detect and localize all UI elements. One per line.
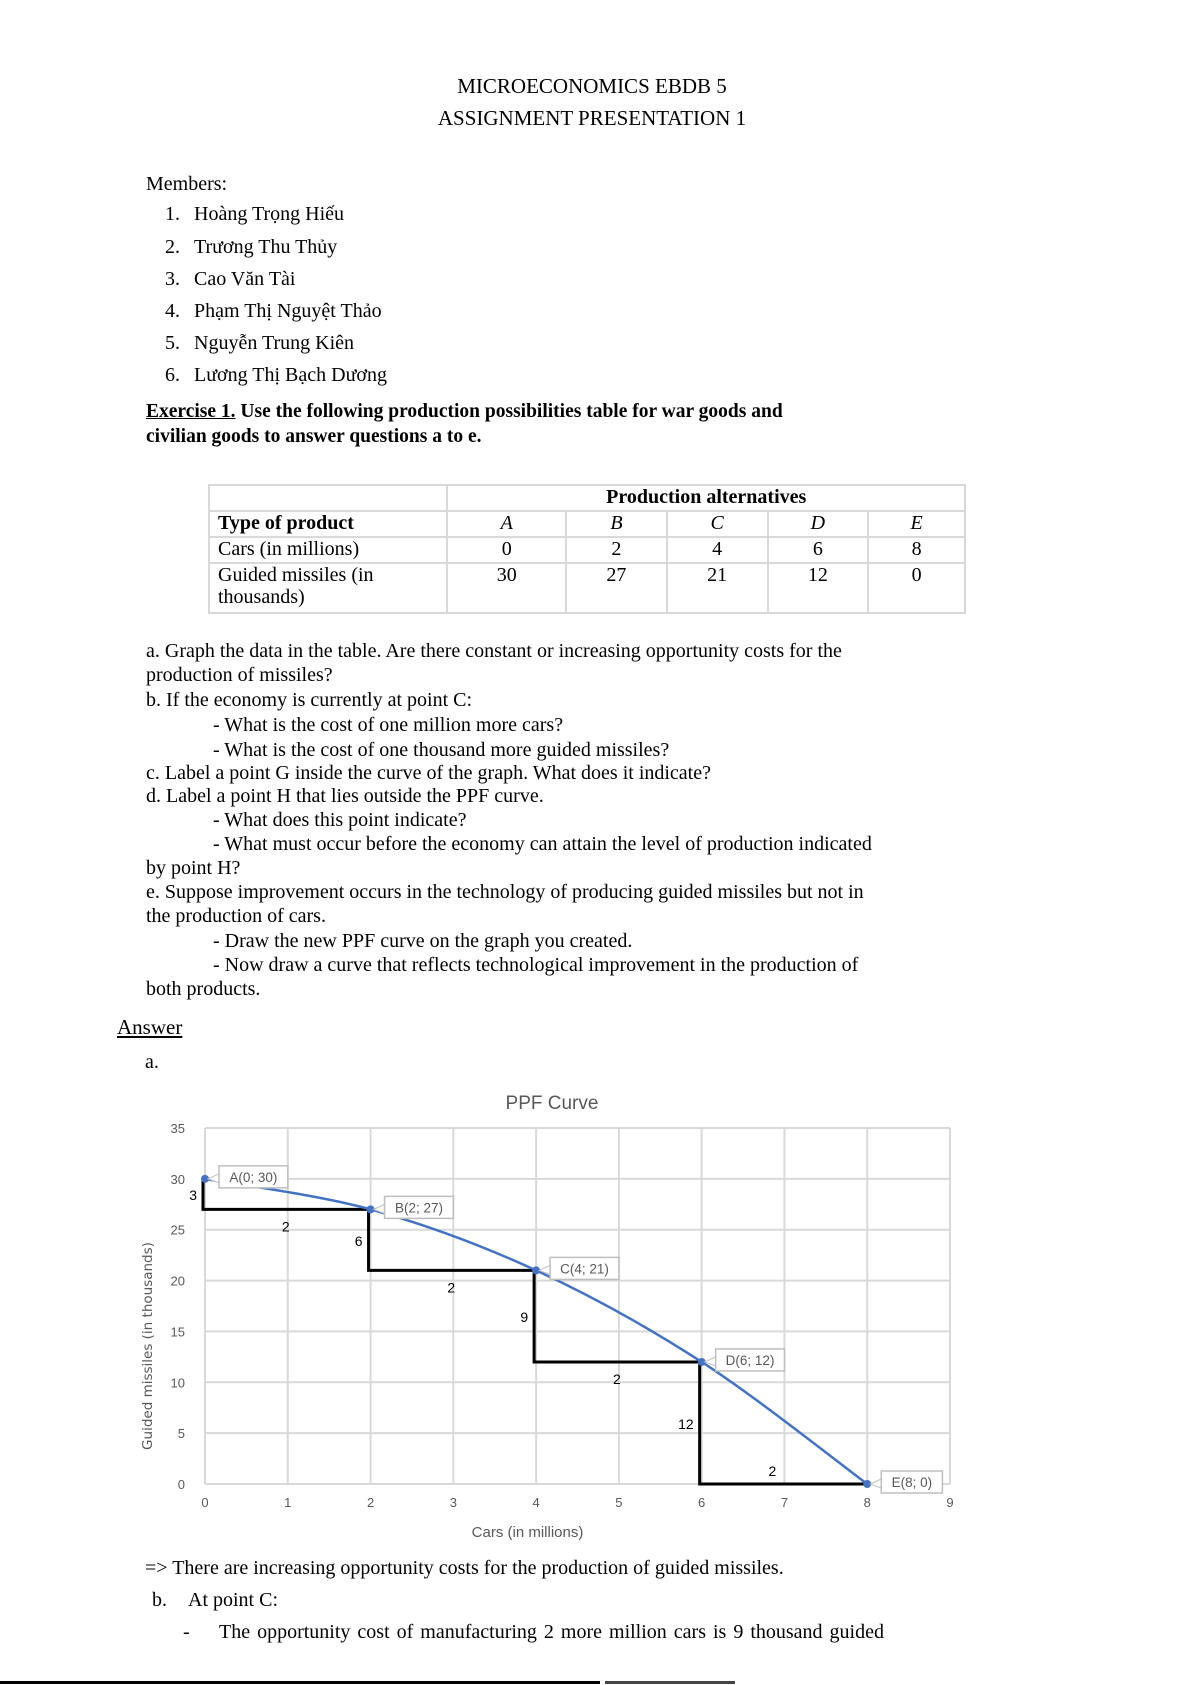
y-tick-label: 30: [170, 1171, 185, 1187]
table-cell: 8: [868, 537, 965, 563]
step-drop-label: 12: [678, 1415, 694, 1432]
table-column-header: C: [667, 511, 768, 537]
x-tick-label: 5: [615, 1495, 623, 1510]
row-label-unit-line2: thousands): [218, 586, 305, 608]
question-e-sub2-line1: - Now draw a curve that reflects technological improvement in the production of: [213, 954, 859, 976]
question-e-sub2-line2: both products.: [146, 978, 261, 1000]
member-number: 3.: [165, 268, 180, 290]
member-item: [150, 363, 387, 387]
data-point-label: D(6; 12): [725, 1352, 775, 1368]
table-column-header: B: [566, 511, 667, 537]
y-tick-label: 0: [177, 1477, 185, 1492]
question-a-line2: production of missiles?: [146, 664, 333, 686]
y-tick-label: 5: [177, 1426, 185, 1442]
member-name: Nguyễn Trung Kiên: [194, 332, 355, 354]
question-e-line2: the production of cars.: [146, 905, 326, 927]
answer-part-b-bullet: -: [183, 1621, 190, 1643]
x-tick-label: 8: [863, 1495, 871, 1510]
ppf-chart: [140, 1075, 970, 1555]
x-tick-label: 9: [946, 1495, 954, 1510]
answer-part-b-text: The opportunity cost of manufacturing 2 more million cars is 9 thousand guided: [219, 1621, 884, 1643]
exercise-intro-line2: civilian goods to answer questions a to e.: [146, 426, 482, 447]
table-row: [209, 563, 965, 613]
document-title-line1: MICROECONOMICS EBDB 5: [457, 74, 727, 98]
y-axis-ticks: [171, 1121, 185, 1492]
x-axis-ticks: [201, 1495, 953, 1510]
step-drop-label: 9: [520, 1309, 529, 1326]
data-label-pointer: [870, 1479, 881, 1488]
member-item: [150, 202, 344, 226]
table-group-header: Production alternatives: [447, 485, 965, 511]
member-item: [150, 331, 354, 355]
member-number: 2.: [165, 236, 180, 258]
table-cell: 4: [667, 537, 768, 563]
step-drop-label: 3: [189, 1187, 197, 1204]
answer-heading: Answer: [117, 1015, 183, 1039]
member-name: Lương Thị Bạch Dương: [194, 364, 387, 386]
exercise-intro-line1: [146, 400, 783, 424]
x-tick-label: 4: [532, 1495, 540, 1510]
x-tick-label: 2: [366, 1495, 375, 1510]
data-point-label: E(8; 0): [891, 1475, 933, 1490]
member-name: Phạm Thị Nguyệt Thảo: [194, 300, 382, 322]
opportunity-cost-step: [700, 1362, 866, 1484]
table-row-label: [209, 537, 447, 563]
data-point-label: B(2; 27): [394, 1200, 443, 1216]
table-column-header: A: [447, 511, 566, 537]
table-cell-empty: [209, 485, 447, 511]
table-column-header: D: [768, 511, 869, 537]
x-tick-label: 3: [449, 1495, 457, 1510]
table-cell: 30: [447, 563, 566, 613]
y-tick-label: 10: [170, 1375, 185, 1391]
row-label-text: Guided missiles: [218, 564, 352, 586]
page-bottom-rule: [0, 1681, 600, 1684]
table-header-row: [209, 511, 965, 537]
member-item: [150, 299, 382, 323]
exercise-intro-text: Use the following production possibilities table for war goods and: [235, 401, 783, 422]
x-axis-label: Cars (in millions): [471, 1524, 584, 1541]
question-e-sub1: - Draw the new PPF curve on the graph you created.: [213, 930, 633, 952]
table-cell: 0: [447, 537, 566, 563]
member-name: Trương Thu Thủy: [194, 236, 338, 258]
table-cell: 12: [768, 563, 869, 613]
row-label-unit: (in millions): [259, 538, 360, 560]
question-c: c. Label a point G inside the curve of the graph. What does it indicate?: [146, 762, 711, 784]
answer-a-conclusion: => There are increasing opportunity costs for the production of guided missiles.: [145, 1557, 784, 1579]
page-bottom-fragment: [605, 1681, 735, 1684]
x-tick-label: 6: [698, 1495, 706, 1510]
table-cell: 6: [768, 537, 869, 563]
table-cell: 21: [667, 563, 768, 613]
step-run-label: 2: [612, 1370, 621, 1387]
document-title-line2: ASSIGNMENT PRESENTATION 1: [437, 106, 747, 130]
member-name: Hoàng Trọng Hiếu: [194, 203, 345, 225]
question-d-sub1: - What does this point indicate?: [213, 809, 467, 831]
table-type-header: Type of product: [209, 511, 447, 537]
member-number: 4.: [165, 300, 180, 322]
production-possibilities-table: [208, 484, 966, 614]
exercise-label: Exercise 1.: [146, 401, 236, 422]
answer-part-b-label: b.: [152, 1589, 167, 1611]
table-row-label: [209, 563, 447, 613]
chart-title: PPF Curve: [505, 1093, 599, 1114]
step-run-label: 2: [768, 1463, 777, 1479]
member-number: 5.: [165, 332, 180, 354]
opportunity-cost-step: [534, 1270, 700, 1362]
y-tick-label: 20: [170, 1273, 185, 1289]
members-label: Members:: [146, 173, 228, 195]
row-label-unit: (in: [351, 564, 374, 586]
question-b-sub2: - What is the cost of one thousand more guided missiles?: [213, 739, 670, 761]
x-tick-label: 1: [284, 1495, 292, 1510]
y-tick-label: 35: [170, 1121, 185, 1136]
step-run-label: 2: [447, 1279, 456, 1296]
ppf-data-points: [201, 1166, 942, 1493]
question-d: d. Label a point H that lies outside the PPF curve.: [146, 785, 544, 807]
table-cell: 0: [868, 563, 965, 613]
y-axis-label: Guided missiles (in thousands): [140, 1242, 156, 1450]
table-row: [209, 537, 965, 563]
answer-part-a-label: a.: [145, 1051, 159, 1073]
table-column-header: E: [868, 511, 965, 537]
step-run-label: 2: [281, 1218, 290, 1235]
table-cell: 2: [566, 537, 667, 563]
step-drop-label: 6: [354, 1232, 363, 1249]
table-cell: 27: [566, 563, 667, 613]
data-point-label: A(0; 30): [229, 1169, 278, 1185]
question-d-sub2-line1: - What must occur before the economy can attain the level of production indicated: [213, 833, 872, 855]
question-e-line1: e. Suppose improvement occurs in the technology of producing guided missiles but not in: [146, 881, 864, 903]
member-number: 1.: [165, 203, 180, 225]
table-group-header-row: [209, 485, 965, 511]
x-tick-label: 7: [780, 1495, 789, 1510]
row-label-text: Cars: [218, 538, 260, 560]
question-b: b. If the economy is currently at point C:: [146, 689, 473, 711]
member-item: [150, 267, 295, 291]
y-tick-label: 25: [170, 1222, 185, 1238]
chart-grid: [205, 1128, 950, 1484]
member-name: Cao Văn Tài: [194, 268, 296, 290]
question-b-sub1: - What is the cost of one million more cars?: [213, 714, 564, 736]
y-tick-label: 15: [170, 1324, 185, 1340]
member-item: [150, 235, 337, 259]
question-d-sub2-line2: by point H?: [146, 857, 241, 879]
answer-part-b-title: At point C:: [188, 1589, 279, 1611]
question-a-line1: a. Graph the data in the table. Are there constant or increasing opportunity costs for the: [146, 640, 842, 662]
x-tick-label: 0: [201, 1495, 209, 1510]
member-number: 6.: [165, 364, 180, 386]
data-point-label: C(4; 21): [560, 1261, 609, 1277]
